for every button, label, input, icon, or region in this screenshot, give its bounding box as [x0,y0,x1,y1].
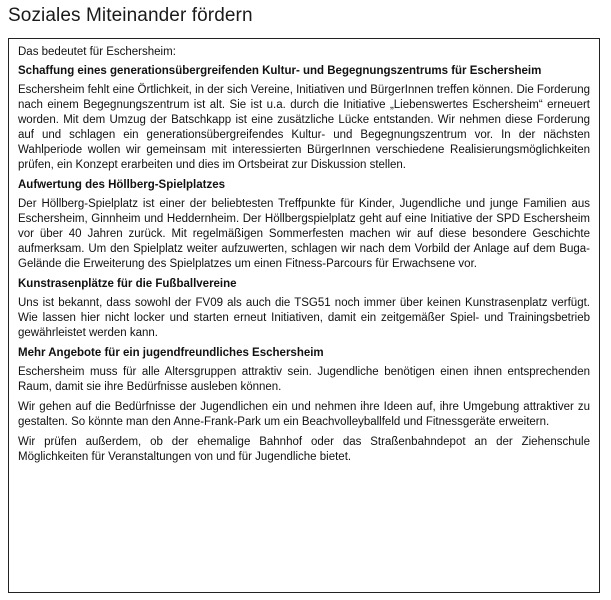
section-paragraph: Wir prüfen außerdem, ob der ehemalige Bahnhof oder das Straßenbahndepot an der Ziehenschule Möglichkeiten für Veranstaltungen von und für Jugendliche bietet. [18,436,590,463]
section-paragraph: Der Höllberg-Spielplatz ist einer der beliebtesten Treffpunkte für Kinder, Jugendliche und junge Familien aus Eschersheim, Ginnheim und Heddernheim. Der Höllbergspielplatz geht auf eine Initiative der SPD Eschersheim vor über 40 Jahren zurück. Mit regelmäßigen Sommerfesten machen wir auf diese besondere Geschichte aufmerksam. Um den Spielplatz weiter aufzuwerten, schlagen wir nach dem Vorbild der Anlage auf dem Buga-Gelände die Erweiterung des Spielplatzes um einen Fitness-Parcours für Erwachsene vor. [18,198,590,270]
section-paragraph: Uns ist bekannt, dass sowohl der FV09 als auch die TSG51 noch immer über keinen Kunstrasenplatz verfügt. Wie lassen hier nicht locker und starten erneut Initiativen, damit ein zeitgemäßer Spiel- und Trainingsbetrieb gewährleistet werden kann. [18,297,590,339]
section-paragraph: Wir gehen auf die Bedürfnisse der Jugendlichen ein und nehmen ihre Ideen auf, ihre Umgebung attraktiver zu gestalten. So könnte man den Anne-Frank-Park um ein Beachvolleyballfeld und Fitnessgeräte erweitern. [18,401,590,428]
section-heading: Aufwertung des Höllberg-Spielplatzes [18,179,226,191]
section-heading: Mehr Angebote für ein jugendfreundliches Eschersheim [18,347,324,359]
section-kulturzentrum [18,64,590,173]
section-spielplatz [18,178,590,272]
section-paragraph: Eschersheim fehlt eine Örtlichkeit, in der sich Vereine, Initiativen und BürgerInnen treffen können. Die Forderung nach einem Begegnungszentrum ist alt. Sie ist u.a. durch die Initiative „Liebenswertes Eschersheim“ erneuert worden. Mit dem Umzug der Batschkapp ist eine zusätzliche Lücke entstanden. Wir nehmen diese Forderung auf und schlagen ein generationsübergreifendes Kultur- und Begegnungszentrum vor. In der nächsten Wahlperiode wollen wir gemeinsam mit interessierten BürgerInnen verschiedene Realisierungsmöglichkeiten prüfen, ein Konzept erarbeiten und dies im Ortsbeirat zur Diskussion stellen. [18,84,590,171]
content-box [8,38,600,593]
section-paragraph: Eschersheim muss für alle Altersgruppen attraktiv sein. Jugendliche benötigen einen ihnen entsprechenden Raum, damit sie ihre Bedürfnisse ausleben können. [18,366,590,393]
section-jugend [18,346,590,465]
intro-text: Das bedeutet für Eschersheim: [18,46,176,58]
section-heading: Kunstrasenplätze für die Fußballvereine [18,278,237,290]
section-kunstrasen [18,277,590,341]
page-title: Soziales Miteinander fördern [8,5,253,26]
section-heading: Schaffung eines generationsübergreifenden Kultur- und Begegnungszentrums für Eschersheim [18,65,542,77]
